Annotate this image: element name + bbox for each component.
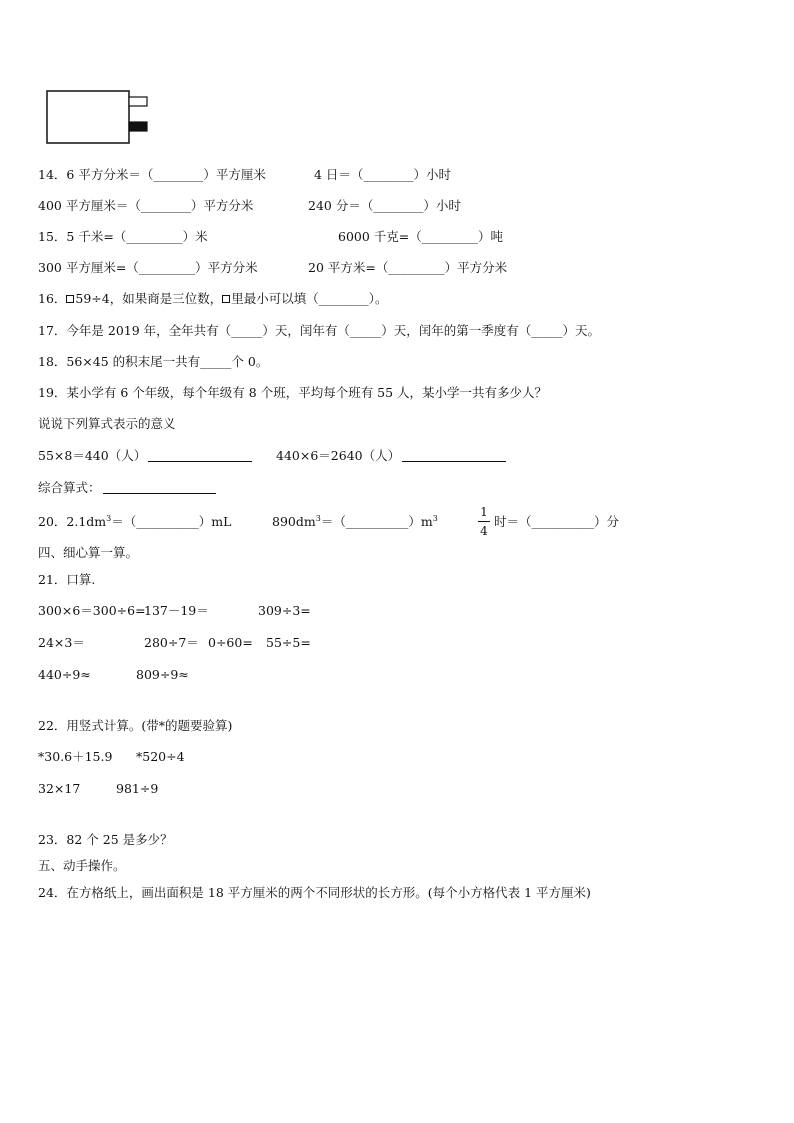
written-calc: 32×17	[38, 781, 81, 796]
q20-fraction: 1 4	[478, 504, 490, 539]
mental-calc: 55÷5=	[266, 635, 311, 650]
q14-c: 400 平方厘米＝（________）平方分米	[38, 198, 254, 213]
q18: 18．56×45 的积末尾一共有_____个 0。	[38, 354, 269, 369]
mental-calc: 309÷3=	[258, 603, 311, 618]
q16: 16． 59÷4，如果商是三位数， 里最小可以填（________）。	[38, 291, 388, 306]
q24: 24．在方格纸上，画出面积是 18 平方厘米的两个不同形状的长方形。(每个小方格代表 1 平方厘米)	[38, 885, 591, 900]
box-body	[47, 91, 129, 143]
q19-expr-1: 55×8＝440（人）	[38, 448, 252, 464]
q15-b: 6000 千克=（_________）吨	[338, 229, 504, 244]
written-calc: *520÷4	[136, 749, 185, 764]
box-tab-top	[129, 97, 147, 106]
q21-title: 21．口算.	[38, 572, 96, 587]
q15-a: 15．5 千米=（_________）米	[38, 229, 208, 244]
blank-box-icon	[66, 295, 74, 303]
mental-calc: 280÷7＝	[144, 635, 199, 650]
q23: 23．82 个 25 是多少？	[38, 832, 173, 847]
written-calc: *30.6＋15.9	[38, 749, 113, 764]
q15-d: 20 平方米=（_________）平方分米	[308, 260, 508, 275]
q14-d: 240 分＝（________）小时	[308, 198, 461, 213]
answer-line[interactable]	[402, 449, 506, 462]
section-4-title: 四、细心算一算。	[38, 545, 139, 560]
q19-expr-2: 440×6＝2640（人）	[276, 448, 506, 464]
q19-question: 19．某小学有 6 个年级，每个年级有 8 个班，平均每个班有 55 人，某小学一共有多少人？	[38, 385, 548, 400]
written-calc: 981÷9	[116, 781, 159, 796]
mental-calc: 137－19＝	[144, 603, 209, 618]
q20-b: $890dm^3=(\_\_\_\_\_\_\_\_\_\_)m^3$	[272, 514, 438, 529]
mental-calc: 0÷60=	[208, 635, 253, 650]
answer-line[interactable]	[148, 449, 252, 462]
mental-calc: 809÷9≈	[136, 667, 189, 682]
box-figure	[46, 90, 150, 144]
mental-calc: 440÷9≈	[38, 667, 91, 682]
q17: 17．今年是 2019 年，全年共有（_____）天，闰年有（_____）天，闰年的第一季度有（_____）天。	[38, 323, 600, 338]
q15-c: 300 平方厘米=（_________）平方分米	[38, 260, 258, 275]
q22-title: 22．用竖式计算。(带*的题要验算)	[38, 718, 233, 733]
mental-calc: 300×6＝300÷6=	[38, 603, 146, 618]
answer-line[interactable]	[103, 481, 216, 494]
q20-c: 时＝（__________）分	[494, 514, 620, 529]
q20-a: 20．$2.1dm^3=(\_\_\_\_\_\_\_\_\_\_)mL$	[38, 514, 232, 529]
q14-a: 14．6 平方分米＝（________）平方厘米	[38, 167, 266, 182]
q19-instruction: 说说下列算式表示的意义	[38, 416, 176, 431]
section-5-title: 五、动手操作。	[38, 858, 126, 873]
q19-combined: 综合算式：	[38, 480, 216, 496]
mental-calc: 24×3＝	[38, 635, 85, 650]
q14-b: 4 日＝（________）小时	[314, 167, 451, 182]
box-tab-bottom	[129, 122, 147, 131]
blank-box-icon	[222, 295, 230, 303]
